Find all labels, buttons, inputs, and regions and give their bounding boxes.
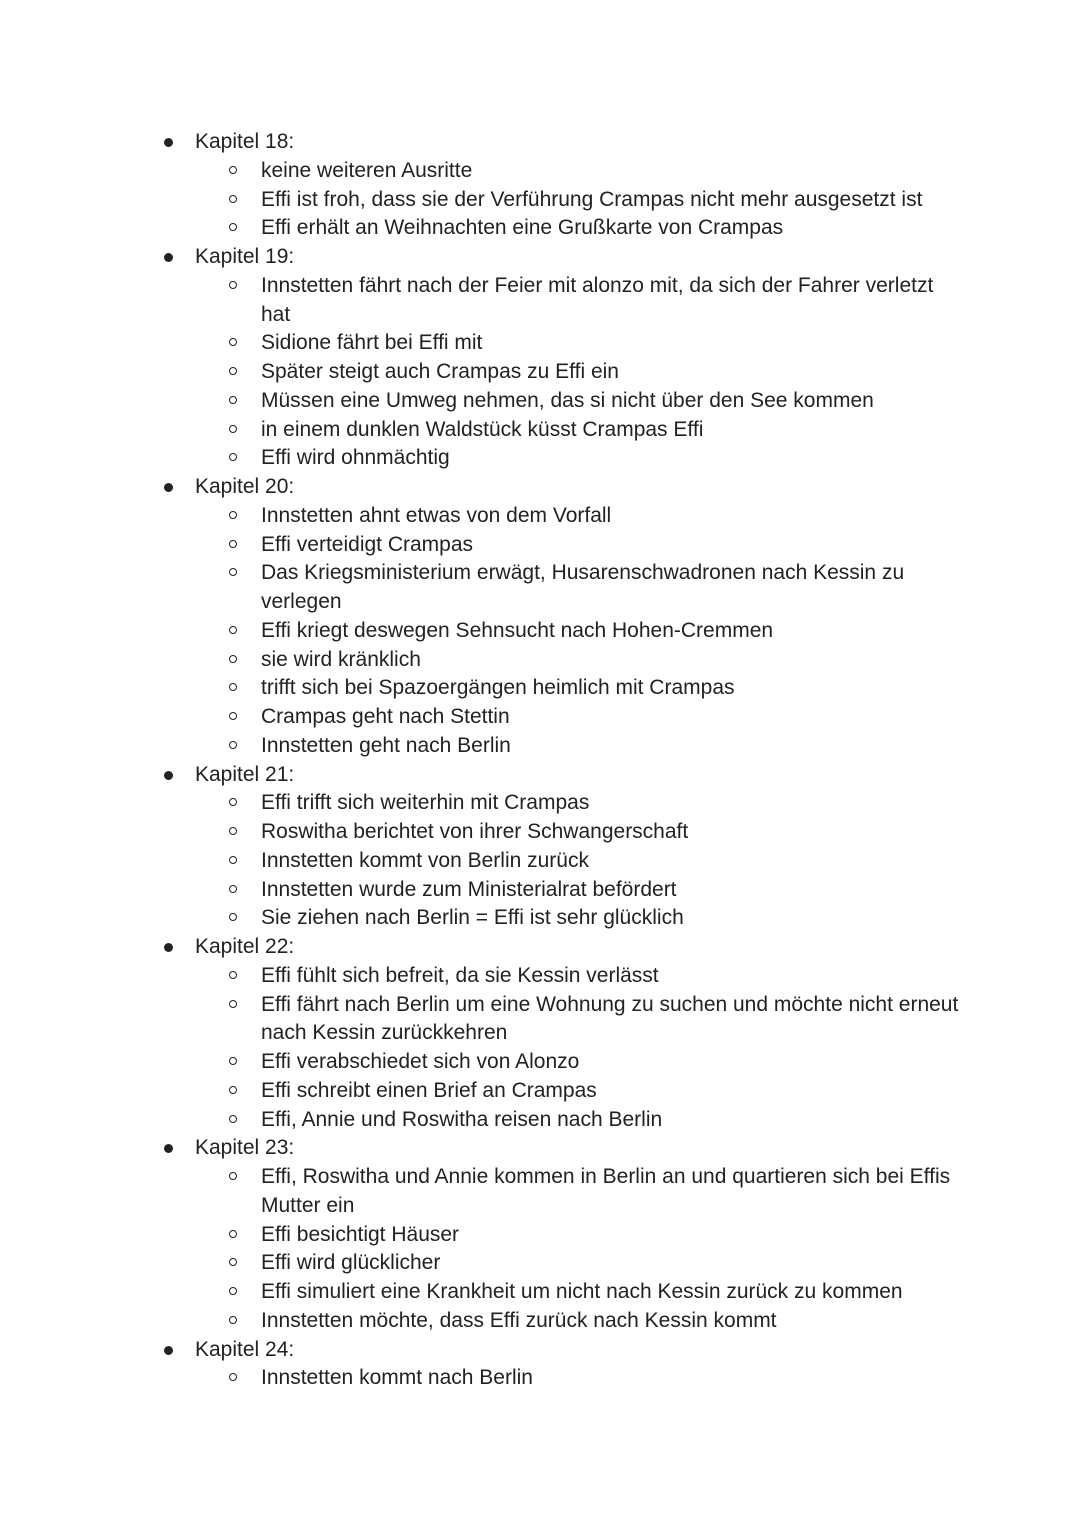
- list-item-text: Innstetten fährt nach der Feier mit alonzo mit, da sich der Fahrer verletzt hat: [261, 273, 934, 326]
- list-item-text: sie wird kränklich: [261, 647, 421, 671]
- list-item: [0, 416, 1080, 445]
- chapter-section: [0, 128, 1080, 243]
- list-item-text: Innstetten geht nach Berlin: [261, 733, 511, 757]
- hollow-bullet-icon: [229, 913, 237, 921]
- list-item: [0, 157, 1080, 186]
- hollow-bullet-icon: [229, 195, 237, 203]
- list-item: [0, 991, 1080, 1049]
- list-item-text: Effi fährt nach Berlin um eine Wohnung zu suchen und möchte nicht erneut nach Kessin zurückkehren: [261, 992, 959, 1045]
- list-item: [0, 329, 1080, 358]
- hollow-bullet-icon: [229, 1086, 237, 1094]
- list-item: [0, 1048, 1080, 1077]
- list-item: [0, 186, 1080, 215]
- list-item: [0, 646, 1080, 675]
- list-item: [0, 1307, 1080, 1336]
- list-item: [0, 674, 1080, 703]
- chapter-title: Kapitel 21:: [195, 762, 295, 786]
- list-item-text: Innstetten wurde zum Ministerialrat befördert: [261, 877, 677, 901]
- chapter-heading: [0, 243, 1080, 272]
- hollow-bullet-icon: [229, 1172, 237, 1180]
- list-item-text: Effi trifft sich weiterhin mit Crampas: [261, 791, 590, 815]
- hollow-bullet-icon: [229, 626, 237, 634]
- filled-bullet-icon: [164, 1346, 173, 1355]
- list-item: [0, 531, 1080, 560]
- list-item: [0, 732, 1080, 761]
- hollow-bullet-icon: [229, 338, 237, 346]
- chapter-title: Kapitel 22:: [195, 935, 295, 958]
- list-item-text: Innstetten möchte, dass Effi zurück nach Kessin kommt: [261, 1308, 777, 1332]
- list-item: [0, 502, 1080, 531]
- chapter-section: [0, 243, 1080, 473]
- list-item-text: Effi simuliert eine Krankheit um nicht nach Kessin zurück zu kommen: [261, 1280, 903, 1303]
- list-item-text: Effi, Annie und Roswitha reisen nach Berlin: [261, 1107, 663, 1131]
- hollow-bullet-icon: [229, 1287, 237, 1295]
- chapter-title: Kapitel 24:: [195, 1337, 295, 1361]
- list-item-text: Effi fühlt sich befreit, da sie Kessin verlässt: [261, 963, 659, 987]
- hollow-bullet-icon: [229, 425, 237, 433]
- hollow-bullet-icon: [229, 396, 237, 404]
- hollow-bullet-icon: [229, 568, 237, 576]
- list-item: [0, 1163, 1080, 1221]
- chapter-title: Kapitel 18:: [195, 130, 295, 153]
- chapter-section: [0, 761, 1080, 934]
- chapter-title: Kapitel 20:: [195, 475, 295, 498]
- chapter-title: Kapitel 19:: [195, 245, 295, 268]
- list-item-text: trifft sich bei Spazoergängen heimlich mit Crampas: [261, 676, 735, 700]
- list-item-text: Innstetten kommt nach Berlin: [261, 1366, 533, 1390]
- hollow-bullet-icon: [229, 827, 237, 835]
- hollow-bullet-icon: [229, 166, 237, 174]
- list-item: [0, 617, 1080, 646]
- hollow-bullet-icon: [229, 856, 237, 864]
- list-item-text: Effi besichtigt Häuser: [261, 1222, 460, 1246]
- list-item-text: Effi verabschiedet sich von Alonzo: [261, 1050, 580, 1073]
- list-item: [0, 818, 1080, 847]
- list-item-text: keine weiteren Ausritte: [261, 158, 473, 182]
- chapter-heading: [0, 761, 1080, 790]
- list-item-text: Roswitha berichtet von ihrer Schwangerschaft: [261, 820, 689, 843]
- filled-bullet-icon: [164, 1144, 173, 1153]
- list-item: [0, 789, 1080, 818]
- list-item-text: Innstetten ahnt etwas von dem Vorfall: [261, 503, 612, 527]
- list-item-text: Crampas geht nach Stettin: [261, 705, 510, 728]
- list-item-text: Das Kriegsministerium erwägt, Husarenschwadronen nach Kessin zu verlegen: [261, 561, 905, 613]
- chapter-heading: [0, 1336, 1080, 1365]
- list-item: [0, 847, 1080, 876]
- chapter-title: Kapitel 23:: [195, 1136, 295, 1160]
- chapter-section: [0, 933, 1080, 1134]
- list-item-text: Effi, Roswitha und Annie kommen in Berlin an und quartieren sich bei Effis Mutter ein: [261, 1165, 951, 1217]
- hollow-bullet-icon: [229, 281, 237, 289]
- chapter-section: [0, 473, 1080, 761]
- hollow-bullet-icon: [229, 1316, 237, 1324]
- list-item-text: Sidione fährt bei Effi mit: [261, 331, 483, 355]
- list-item: [0, 962, 1080, 991]
- list-item: [0, 1077, 1080, 1106]
- hollow-bullet-icon: [229, 1000, 237, 1008]
- list-item-text: in einem dunklen Waldstück küsst Crampas Effi: [261, 417, 704, 441]
- hollow-bullet-icon: [229, 1230, 237, 1238]
- list-item-text: Effi schreibt einen Brief an Crampas: [261, 1078, 597, 1102]
- hollow-bullet-icon: [229, 798, 237, 806]
- hollow-bullet-icon: [229, 367, 237, 375]
- hollow-bullet-icon: [229, 1115, 237, 1123]
- list-item-text: Müssen eine Umweg nehmen, das si nicht über den See kommen: [261, 388, 874, 412]
- filled-bullet-icon: [164, 943, 173, 952]
- hollow-bullet-icon: [229, 741, 237, 749]
- list-item-text: Später steigt auch Crampas zu Effi ein: [261, 360, 619, 383]
- hollow-bullet-icon: [229, 1057, 237, 1065]
- filled-bullet-icon: [164, 138, 173, 147]
- list-item: [0, 272, 1080, 330]
- hollow-bullet-icon: [229, 540, 237, 548]
- list-item-text: Innstetten kommt von Berlin zurück: [261, 848, 589, 872]
- list-item: [0, 1278, 1080, 1307]
- list-item: [0, 1364, 1080, 1393]
- chapter-heading: [0, 1134, 1080, 1163]
- chapter-heading: [0, 933, 1080, 962]
- chapter-heading: [0, 128, 1080, 157]
- hollow-bullet-icon: [229, 971, 237, 979]
- list-item-text: Effi ist froh, dass sie der Verführung Crampas nicht mehr ausgesetzt ist: [261, 187, 923, 211]
- list-item-text: Sie ziehen nach Berlin = Effi ist sehr glücklich: [261, 906, 684, 930]
- filled-bullet-icon: [164, 771, 173, 780]
- hollow-bullet-icon: [229, 683, 237, 691]
- list-item: [0, 904, 1080, 933]
- list-item-text: Effi kriegt deswegen Sehnsucht nach Hohen-Cremmen: [261, 618, 774, 642]
- hollow-bullet-icon: [229, 1373, 237, 1381]
- hollow-bullet-icon: [229, 712, 237, 720]
- list-item: [0, 703, 1080, 732]
- hollow-bullet-icon: [229, 511, 237, 519]
- list-item-text: Effi wird glücklicher: [261, 1251, 441, 1275]
- list-item-text: Effi wird ohnmächtig: [261, 446, 450, 470]
- list-item: [0, 214, 1080, 243]
- list-item: [0, 1106, 1080, 1135]
- hollow-bullet-icon: [229, 223, 237, 231]
- list-item: [0, 387, 1080, 416]
- list-item: [0, 444, 1080, 473]
- hollow-bullet-icon: [229, 885, 237, 893]
- list-item-text: Effi erhält an Weihnachten eine Grußkarte von Crampas: [261, 216, 784, 240]
- filled-bullet-icon: [164, 483, 173, 492]
- list-item: [0, 1249, 1080, 1278]
- document-page: [0, 128, 1080, 1393]
- list-item: [0, 876, 1080, 905]
- hollow-bullet-icon: [229, 655, 237, 663]
- filled-bullet-icon: [164, 253, 173, 262]
- hollow-bullet-icon: [229, 1258, 237, 1266]
- hollow-bullet-icon: [229, 453, 237, 461]
- list-item: [0, 1221, 1080, 1250]
- chapter-heading: [0, 473, 1080, 502]
- list-item-text: Effi verteidigt Crampas: [261, 532, 474, 556]
- list-item: [0, 358, 1080, 387]
- chapter-section: [0, 1134, 1080, 1335]
- list-item: [0, 559, 1080, 617]
- chapter-section: [0, 1336, 1080, 1394]
